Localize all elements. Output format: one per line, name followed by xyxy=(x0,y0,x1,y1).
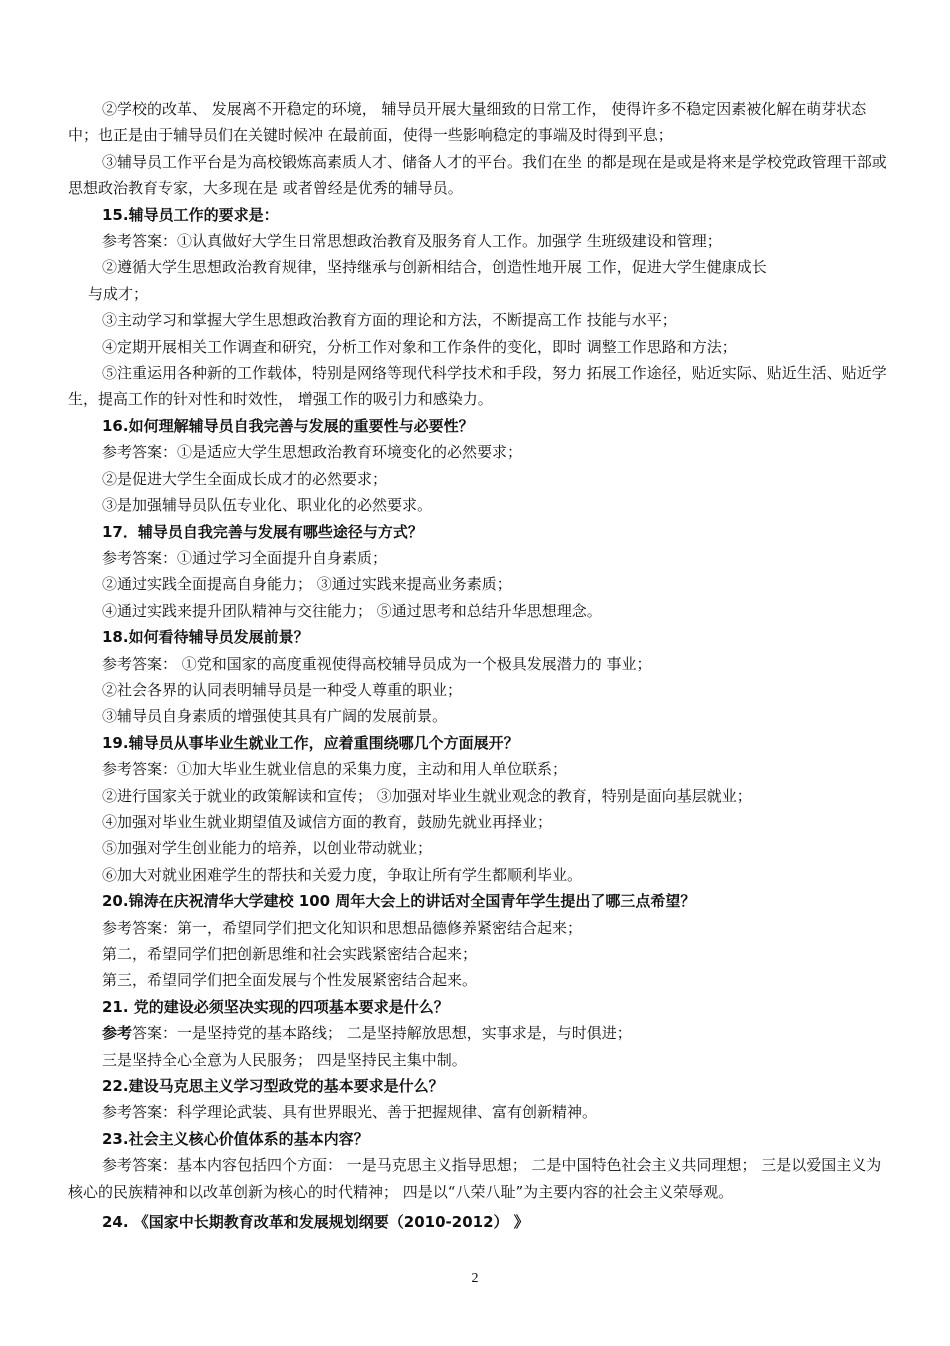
question-heading: 16.如何理解辅导员自我完善与发展的重要性与必要性？ xyxy=(102,416,474,435)
answer-label-bold: 参考 xyxy=(102,1024,133,1043)
page-number: 2 xyxy=(471,1271,479,1286)
question-heading: 23.社会主义核心价值体系的基本内容？ xyxy=(102,1129,369,1148)
answer-line: ⑤注重运用各种新的工作载体，特别是网络等现代科学技术和手段，努力 拓展工作途径，贴近实际、贴近生活、贴近学生，提高工作的针对性和时效性， 增强工作的吸引力和感染力。 xyxy=(68,364,887,409)
paragraph: ③辅导员工作平台是为高校锻炼高素质人才、储备人才的平台。我们在坐 的都是现在是或是将来是学校党政管理干部或思想政治教育专家，大多现在是 或者曾经是优秀的辅导员。 xyxy=(68,152,887,198)
question-heading: 24. 《国家中长期教育改革和发展规划纲要（2010-2012） 》 xyxy=(102,1213,529,1232)
answer-line: ②遵循大学生思想政治教育规律，坚持继承与创新相结合，创造性地开展 工作，促进大学生健康成长 xyxy=(102,258,767,277)
answer-line xyxy=(68,1020,894,1046)
answer-line: 参考答案：①通过学习全面提升自身素质； xyxy=(102,548,388,567)
answer-line: ②社会各界的认同表明辅导员是一种受人尊重的职业； xyxy=(102,680,463,699)
answer-line: 参考答案：①加大毕业生就业信息的采集力度，主动和用人单位联系； xyxy=(102,760,568,779)
question-heading: 20.锦涛在庆祝清华大学建校 100 周年大会上的讲话对全国青年学生提出了哪三点希望？ xyxy=(102,892,696,911)
answer-line: 参考答案：第一，希望同学们把文化知识和思想品德修养紧密结合起来； xyxy=(102,918,583,937)
answer-line: ⑥加大对就业困难学生的帮扶和关爱力度，争取让所有学生都顺利毕业。 xyxy=(102,865,583,884)
answer-line: 第二，希望同学们把创新思维和社会实践紧密结合起来； xyxy=(102,945,478,963)
answer-line: ②通过实践全面提高自身能力； ③通过实践来提高业务素质； xyxy=(102,575,512,594)
answer-line: ④通过实践来提升团队精神与交往能力； ⑤通过思考和总结升华思想理念。 xyxy=(102,601,602,620)
answer-line: 参考答案：基本内容包括四个方面： 一是马克思主义指导思想； 二是中国特色社会主义共同理想； 三是以爱国主义为核心的民族精神和以改革创新为核心的时代精神； 四是以“八荣八耻”为主要内容的社会主义荣辱观。 xyxy=(68,1156,882,1201)
answer-line: ④定期开展相关工作调查和研究，分析工作对象和工作条件的变化，即时 调整工作思路和方法； xyxy=(102,337,737,356)
answer-text: 答案：一是坚持党的基本路线； 二是坚持解放思想，实事求是，与时俱进； xyxy=(132,1024,632,1043)
question-heading: 19.辅导员从事毕业生就业工作，应着重围绕哪几个方面展开？ xyxy=(102,733,519,752)
answer-line: 参考答案：科学理论武装、具有世界眼光、善于把握规律、富有创新精神。 xyxy=(102,1103,598,1122)
answer-line: 与成才； xyxy=(88,284,149,303)
paragraph: ②学校的改革、 发展离不开稳定的环境， 辅导员开展大量细致的日常工作， 使得许多不稳定因素被化解在萌芽状态中；也正是由于辅导员们在关键时候冲 在最前面，使得一些影响稳定的事端及时得到平息； xyxy=(68,100,867,145)
answer-line: ④加强对毕业生就业期望值及诚信方面的教育，鼓励先就业再择业； xyxy=(102,812,553,831)
question-heading: 21. 党的建设必须坚决实现的四项基本要求是什么？ xyxy=(102,997,449,1016)
answer-line: ③辅导员自身素质的增强使其具有广阔的发展前景。 xyxy=(102,707,448,726)
answer-line: 参考答案：①是适应大学生思想政治教育环境变化的必然要求； xyxy=(102,443,523,462)
question-heading: 18.如何看待辅导员发展前景？ xyxy=(102,628,309,647)
answer-line: 第三，希望同学们把全面发展与个性发展紧密结合起来。 xyxy=(102,971,478,990)
answer-line: 三是坚持全心全意为人民服务； 四是坚持民主集中制。 xyxy=(102,1050,467,1069)
question-heading: 15.辅导员工作的要求是： xyxy=(102,205,279,224)
answer-line: ⑤加强对学生创业能力的培养，以创业带动就业； xyxy=(102,839,433,858)
answer-line: 参考答案：①认真做好大学生日常思想政治教育及服务育人工作。加强学 生班级建设和管理； xyxy=(102,232,722,251)
answer-line: ③主动学习和掌握大学生思想政治教育方面的理论和方法，不断提高工作 技能与水平； xyxy=(102,311,677,330)
answer-line: ②是促进大学生全面成长成才的必然要求； xyxy=(102,469,388,488)
question-heading: 22.建设马克思主义学习型政党的基本要求是什么？ xyxy=(102,1077,444,1096)
document-page xyxy=(68,96,894,1235)
answer-line: 参考答案： ①党和国家的高度重视使得高校辅导员成为一个极具发展潜力的 事业； xyxy=(102,654,652,673)
answer-line: ②进行国家关于就业的政策解读和宣传； ③加强对毕业生就业观念的教育，特别是面向基层就业； xyxy=(102,786,752,805)
question-heading: 17．辅导员自我完善与发展有哪些途径与方式？ xyxy=(102,522,423,541)
answer-line: ③是加强辅导员队伍专业化、职业化的必然要求。 xyxy=(102,496,433,515)
